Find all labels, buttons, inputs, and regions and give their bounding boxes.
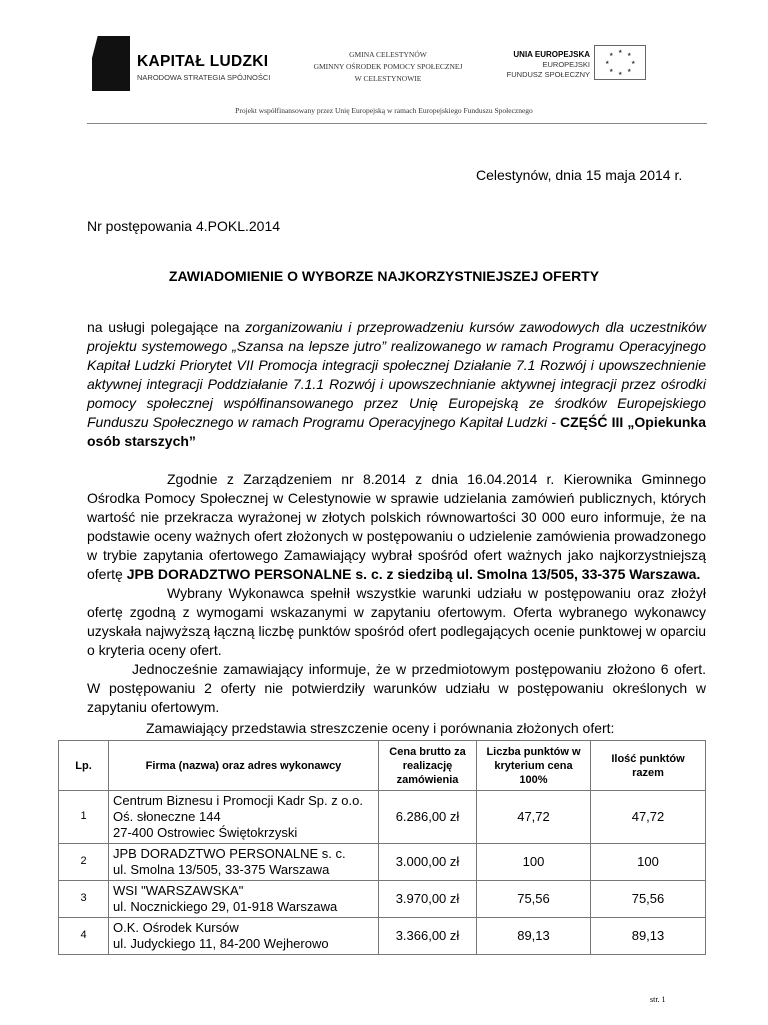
- justification-paragraph: Wybrany Wykonawca spełnił wszystkie warunki udziału w postępowaniu oraz złożył ofertę zgodną z wymogami wskazanymi w zapytaniu ofertowym. Oferta wybranego wykonawcy uzyskała najwyższą łączną liczbę punktów spośród ofert podlegających ocenie punktowej w oparciu o kryteria oceny ofert.: [87, 585, 706, 658]
- cell-price: 3.000,00 zł: [379, 844, 477, 881]
- firm-line: ul. Smolna 13/505, 33-375 Warszawa: [113, 862, 330, 877]
- cell-points: 75,56: [477, 881, 591, 918]
- text-bold: CZĘŚĆ III „Opiekunka osób starszych”: [87, 414, 706, 449]
- gmina-line: GMINNY OŚRODEK POMOCY SPOŁECZNEJ: [313, 62, 463, 71]
- offers-table: [58, 740, 706, 955]
- cell-firm: [109, 844, 379, 881]
- cell-firm: [109, 881, 379, 918]
- text: Jednocześnie zamawiający informuje, że w przedmiotowym postępowaniu złożono 6 ofert.: [132, 661, 706, 677]
- table-row: [59, 791, 706, 844]
- col-total: Ilość punktów razem: [591, 741, 706, 791]
- text: Zgodnie z Zarządzeniem nr 8.2014 z dnia 16.04.2014 r. Kierownika Gminnego Ośrodka Pomocy Społecznej w Celestynowie w sprawie udzielania zamówień publicznych, których wartość nie przekracza wyrażonej w złotych polskich równowartości 30 000 euro informuje, że na podstawie oceny ważnych ofert złożonych w postępowaniu o udzielenie zamówienia prowadzonego w trybie zapytania ofertowego Zamawiający wybrał spośród ofert ważnych jako najkorzystniejszą ofertę: [87, 471, 706, 582]
- document-title: ZAWIADOMIENIE O WYBORZE NAJKORZYSTNIEJSZEJ OFERTY: [168, 268, 600, 284]
- ue-line: EUROPEJSKI: [542, 60, 590, 69]
- cell-total: 89,13: [591, 918, 706, 955]
- firm-line: O.K. Ośrodek Kursów: [113, 920, 239, 935]
- firm-line: Centrum Biznesu i Promocji Kadr Sp. z o.o.: [113, 793, 363, 808]
- table-row: [59, 844, 706, 881]
- col-lp: Lp.: [59, 741, 109, 791]
- cell-lp: 1: [59, 791, 109, 844]
- firm-line: ul. Judyckiego 11, 84-200 Wejherowo: [113, 936, 329, 951]
- offers-paragraph: [87, 660, 706, 717]
- firm-line: ul. Nocznickiego 29, 01-918 Warszawa: [113, 899, 338, 914]
- date-line: Celestynów, dnia 15 maja 2014 r.: [476, 167, 683, 183]
- subject-paragraph: [87, 318, 706, 451]
- winner: JPB DORADZTWO PERSONALNE s. c. z siedzibą ul. Smolna 13/505, 33-375 Warszawa.: [126, 566, 701, 582]
- page-number: str. 1: [650, 995, 666, 1004]
- cell-lp: 2: [59, 844, 109, 881]
- cell-price: 3.970,00 zł: [379, 881, 477, 918]
- firm-line: WSI "WARSZAWSKA": [113, 883, 244, 898]
- cell-lp: 3: [59, 881, 109, 918]
- gmina-line: W CELESTYNOWIE: [354, 74, 422, 83]
- col-points: Liczba punktów w kryterium cena 100%: [477, 741, 591, 791]
- text: na usługi polegające na: [87, 319, 246, 335]
- firm-line: Oś. słoneczne 144: [113, 809, 221, 824]
- cell-firm: [109, 918, 379, 955]
- cell-points: 89,13: [477, 918, 591, 955]
- table-intro: Zamawiający przedstawia streszczenie oceny i porównania złożonych ofert:: [146, 720, 615, 736]
- text: W postępowaniu 2 oferty nie potwierdziły warunków udziału w postępowaniu określonych w zapytaniu ofertowym.: [87, 680, 706, 715]
- text-italic: zorganizowaniu i przeprowadzeniu kursów zawodowych dla uczestników projektu systemowego „Szansa na lepsze jutro” realizowanego w ramach Programu Operacyjnego Kapitał Ludzki Priorytet VII Promocja integracji społecznej Działanie 7.1 Rozwój i upowszechnienie aktywnej integracji Poddziałanie 7.1.1 Rozwój i upowszechnianie aktywnej integracji przez ośrodki pomocy społecznej współfinansowanego przez Unię Europejską ze środków Europejskiego Funduszu Społecznego w ramach Programu Operacyjnego Kapitał Ludzki -: [87, 319, 706, 430]
- eu-flag-icon: ★ ★ ★ ★ ★ ★ ★ ★: [594, 45, 646, 80]
- logo-title: KAPITAŁ LUDZKI: [137, 53, 269, 70]
- ue-line: UNIA EUROPEJSKA: [513, 50, 590, 59]
- logo-subtitle: NARODOWA STRATEGIA SPÓJNOŚCI: [137, 73, 271, 82]
- cell-points: 100: [477, 844, 591, 881]
- decision-paragraph: [87, 470, 706, 584]
- col-firm: Firma (nazwa) oraz adres wykonawcy: [109, 741, 379, 791]
- cell-price: 3.366,00 zł: [379, 918, 477, 955]
- cell-lp: 4: [59, 918, 109, 955]
- cell-points: 47,72: [477, 791, 591, 844]
- table-row: [59, 881, 706, 918]
- cell-total: 100: [591, 844, 706, 881]
- project-note: Projekt współfinansowany przez Unię Europejską w ramach Europejskiego Funduszu Społecznego: [235, 106, 533, 115]
- gmina-line: GMINA CELESTYNÓW: [349, 50, 427, 59]
- cell-firm: [109, 791, 379, 844]
- cell-total: 75,56: [591, 881, 706, 918]
- firm-line: JPB DORADZTWO PERSONALNE s. c.: [113, 846, 346, 861]
- reference-number: Nr postępowania 4.POKL.2014: [87, 218, 281, 234]
- table-row: [59, 918, 706, 955]
- cell-price: 6.286,00 zł: [379, 791, 477, 844]
- col-price: Cena brutto za realizację zamówienia: [379, 741, 477, 791]
- table-header-row: [59, 741, 706, 791]
- cell-total: 47,72: [591, 791, 706, 844]
- ue-line: FUNDUSZ SPOŁECZNY: [506, 70, 590, 79]
- firm-line: 27-400 Ostrowiec Świętokrzyski: [113, 825, 298, 840]
